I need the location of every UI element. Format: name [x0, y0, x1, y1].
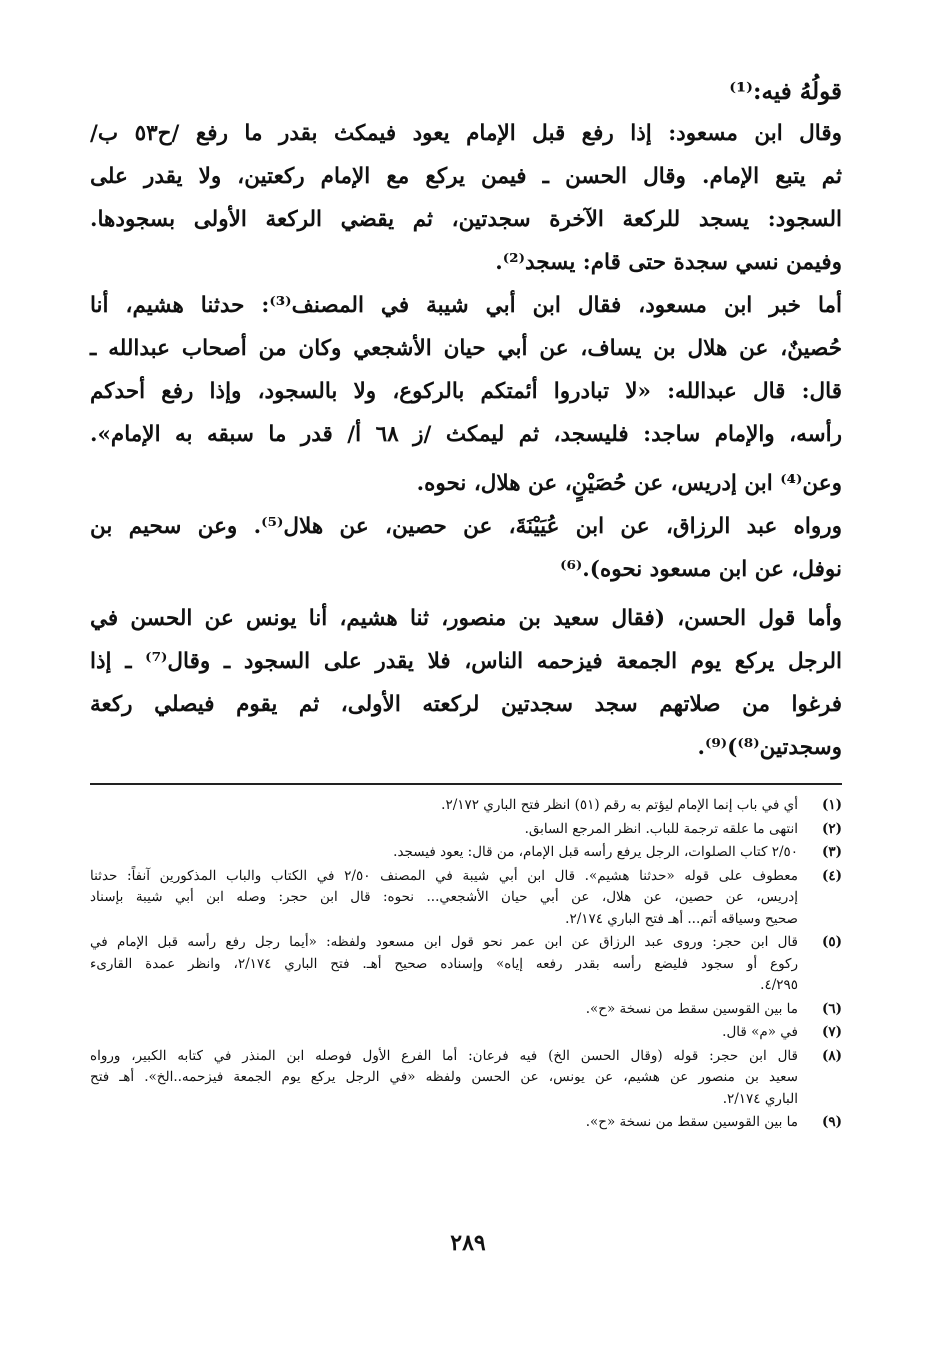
- footnote-number: (٩): [821, 1114, 842, 1130]
- footnote-line: في «م» قال.: [722, 1024, 798, 1040]
- footnote: [90, 795, 842, 817]
- text-line: وقال ابن مسعود: إذا رفع قبل الإمام يعود فيمكث بقدر ما رفع /ح٥٣ ب/: [90, 121, 842, 146]
- text-line: ورواه عبد الرزاق، عن ابن عُيَيْنَةَ، عن حصين، عن هلال⁽⁵⁾. وعن سحيم بن: [90, 514, 842, 539]
- text-line: نوفل، عن ابن مسعود نحوه).⁽⁶⁾: [560, 557, 842, 582]
- footnotes: [90, 795, 842, 1134]
- text-line: رأسه، والإمام ساجد: فليسجد، ثم ليمكث /ز ٦٨ أ/ قدر ما سبقه به الإمام».: [90, 422, 842, 447]
- text-line: حُصينٌ، عن هلال بن يساف، عن أبي حيان الأشجعي وكان من أصحاب عبدالله ـ: [90, 336, 842, 361]
- footnote-line: ٤/٢٩٥.: [760, 977, 798, 993]
- text-line: وأما قول الحسن، (فقال سعيد بن منصور، ثنا هشيم، أنا يونس عن الحسن في: [90, 606, 842, 631]
- footnote-number: (٧): [821, 1024, 842, 1040]
- page-number: ٢٨٩: [450, 1230, 486, 1256]
- footnote: [90, 1022, 842, 1044]
- footnote: [90, 932, 842, 997]
- footnote-number: (٥): [821, 934, 842, 950]
- footnote: [90, 842, 842, 864]
- footnote: [90, 1112, 842, 1134]
- text-line: فرغوا من صلاتهم سجد سجدتين لركعته الأولى، ثم يقوم فيصلي ركعة: [90, 692, 842, 717]
- text-line: قال: قال عبدالله: «لا تبادروا أئمتكم بالركوع، ولا بالسجود، وإذا رفع أحدكم: [90, 379, 842, 404]
- text-line: السجود: يسجد للركعة الآخرة سجدتين، ثم يقضي الركعة الأولى بسجودها.: [90, 207, 842, 232]
- footnote: [90, 866, 842, 931]
- footnote-line: ما بين القوسين سقط من نسخة «ح».: [585, 1000, 798, 1017]
- text-line: أما خبر ابن مسعود، فقال ابن أبي شيبة في المصنف⁽³⁾: حدثنا هشيم، أنا: [90, 293, 842, 318]
- text-line: ثم يتبع الإمام. وقال الحسن ـ فيمن يركع مع الإمام ركعتين، ولا يقدر على: [90, 164, 842, 189]
- text-line: وعن⁽⁴⁾ ابن إدريس، عن حُصَيْنٍ، عن هلال، نحوه.: [416, 471, 842, 496]
- text-line: الرجل يركع يوم الجمعة فيزحمه الناس، فلا يقدر على السجود ـ وقال⁽⁷⁾ ـ إذا: [90, 649, 842, 674]
- footnote-line: صحيح وسياقه أتم... أهـ فتح الباري ٢/١٧٤.: [565, 910, 798, 927]
- footnote-line: ٢/٥٠ كتاب الصلوات، الرجل يرفع رأسه قبل الإمام، من قال: يعود فيسجد.: [393, 844, 798, 860]
- footnote-line: أي في باب إنما الإمام ليؤتم به رقم (٥١) انظر فتح الباري ٢/١٧٢.: [441, 797, 798, 813]
- footnote: [90, 1046, 842, 1111]
- footnote-line: الباري ٢/١٧٤.: [722, 1090, 798, 1107]
- footnote-line: قال ابن حجر: وروى عبد الرزاق عن ابن عمر نحو قول ابن مسعود ولفظه: «أيما رجل رفع رأسه قبل الإمام في: [90, 934, 798, 950]
- footnote: [90, 999, 842, 1021]
- footnote-number: (٢): [821, 820, 842, 837]
- footnote-line: قال ابن حجر: قوله (وقال الحسن الخ) فيه فرعان: أما الفرع الأول فوصله ابن المنذر في كتابه الكبير، ورواه: [90, 1047, 798, 1064]
- footnote-line: إدريس، عن حصين، عن هلال، عن أبي حيان الأشجعي... نحوه: قال ابن حجر: وصله ابن أبي شيبة بإسناد: [90, 889, 798, 905]
- section-heading: قولُهُ فيه:⁽¹⁾: [729, 78, 842, 105]
- footnote-number: (٦): [821, 1000, 842, 1017]
- page-body: [90, 72, 842, 1136]
- main-text: [90, 112, 842, 769]
- footnote-number: (١): [821, 797, 842, 813]
- footnote: [90, 819, 842, 841]
- footnote-number: (٨): [821, 1047, 842, 1064]
- footnote-number: (٤): [821, 867, 842, 884]
- footnote-line: سعيد بن منصور عن هشيم، عن يونس، عن الحسن ولفظه «في الرجل يركع يوم الجمعة فيزحمه..الخ». أهـ فتح: [90, 1069, 798, 1085]
- footnote-line: ما بين القوسين سقط من نسخة «ح».: [585, 1114, 798, 1130]
- footnote-line: ركوع أو سجود فليضع رأسه بقدر رفعه إياه» وإسناده صحيح أهـ. فتح الباري ٢/١٧٤، وانظر عمدة القارىء: [90, 955, 799, 972]
- footnote-number: (٣): [821, 844, 842, 860]
- footnote-divider: [90, 783, 842, 785]
- text-line: وسجدتين⁽⁸⁾)⁽⁹⁾.: [697, 735, 842, 760]
- footnote-line: معطوف على قوله «حدثنا هشيم». قال ابن أبي شيبة في المصنف ٢/٥٠ في الكتاب والباب المذكورين آنفاً: حدثنا: [90, 867, 798, 884]
- footnote-line: انتهى ما علقه ترجمة للباب. انظر المرجع السابق.: [524, 820, 798, 837]
- text-line: وفيمن نسي سجدة حتى قام: يسجد⁽²⁾.: [495, 250, 842, 275]
